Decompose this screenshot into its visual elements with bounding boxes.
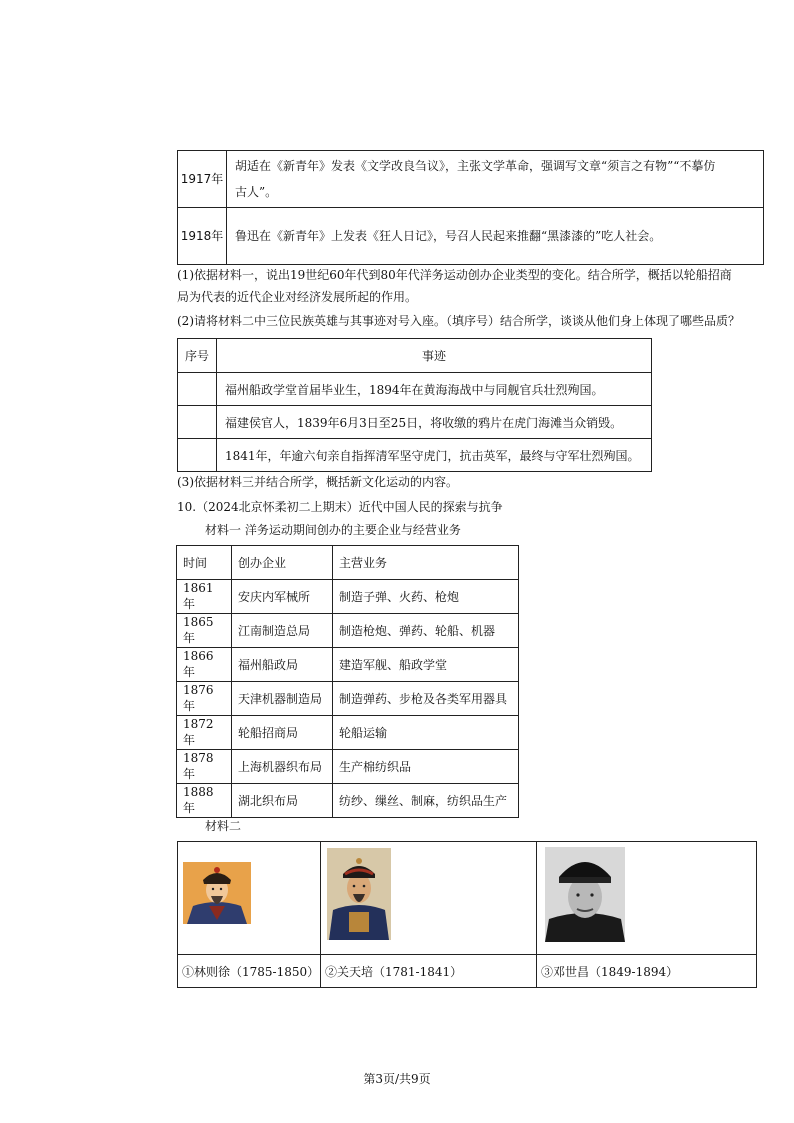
enterprise-table — [176, 545, 519, 818]
year-cell: 1865年 — [177, 614, 232, 648]
year-cell: 1918年 — [178, 208, 227, 265]
lin-zexu-portrait — [183, 862, 251, 924]
year-cell: 1866年 — [177, 648, 232, 682]
enterprise-cell: 江南制造总局 — [232, 614, 333, 648]
table-row — [177, 580, 519, 614]
question-1 — [177, 264, 777, 308]
answer-cell[interactable] — [178, 406, 217, 439]
header-cell: 事迹 — [217, 339, 652, 373]
table-row — [177, 614, 519, 648]
question-2: (2)请将材料二中三位民族英雄与其事迹对号入座。（填序号）结合所学，谈谈从他们身上体现了哪些品质？ — [177, 314, 741, 328]
portrait-caption: ①林则徐（1785-1850） — [178, 955, 321, 988]
table-row — [178, 373, 652, 406]
event-text: 胡适在《新青年》发表《文学改良刍议》，主张文学革命，强调写文章“须言之有物”“不摹仿 — [235, 159, 716, 173]
question-1-line: (1)依据材料一，说出19世纪60年代到80年代洋务运动创办企业类型的变化。结合所学，概括以轮船招商 — [177, 268, 732, 282]
business-cell: 建造军舰、船政学堂 — [333, 648, 519, 682]
business-cell: 制造弹药、步枪及各类军用器具 — [333, 682, 519, 716]
enterprise-cell: 轮船招商局 — [232, 716, 333, 750]
answer-cell[interactable] — [178, 373, 217, 406]
header-cell: 主营业务 — [333, 546, 519, 580]
material-2-title: 材料二 — [205, 819, 242, 833]
table-row — [177, 750, 519, 784]
event-text: 鲁迅在《新青年》上发表《狂人日记》，号召人民起来推翻“黑漆漆的”吃人社会。 — [235, 229, 662, 243]
portrait-caption: ②关天培（1781-1841） — [321, 955, 537, 988]
table-row — [177, 648, 519, 682]
event-cell: 1841年，年逾六旬亲自指挥清军坚守虎门，抗击英军，最终与守军壮烈殉国。 — [217, 439, 652, 472]
enterprise-cell: 安庆内军械所 — [232, 580, 333, 614]
business-cell: 制造子弹、火药、枪炮 — [333, 580, 519, 614]
header-cell: 时间 — [177, 546, 232, 580]
deng-shichang-portrait — [545, 847, 625, 942]
material-1-title: 材料一 洋务运动期间创办的主要企业与经营业务 — [205, 523, 461, 537]
header-cell: 序号 — [178, 339, 217, 373]
year-cell: 1861年 — [177, 580, 232, 614]
table-row — [177, 682, 519, 716]
year-cell: 1872年 — [177, 716, 232, 750]
enterprise-cell: 湖北织布局 — [232, 784, 333, 818]
question-1-line: 局为代表的近代企业对经济发展所起的作用。 — [177, 290, 418, 304]
year-cell: 1888年 — [177, 784, 232, 818]
event-cell: 福建侯官人，1839年6月3日至25日，将收缴的鸦片在虎门海滩当众销毁。 — [217, 406, 652, 439]
portrait-caption: ③邓世昌（1849-1894） — [537, 955, 757, 988]
business-cell: 轮船运输 — [333, 716, 519, 750]
enterprise-cell: 上海机器织布局 — [232, 750, 333, 784]
event-cell — [227, 151, 764, 208]
table-row — [178, 439, 652, 472]
guan-tianpei-portrait — [327, 848, 391, 940]
header-cell: 创办企业 — [232, 546, 333, 580]
question-3: (3)依据材料三并结合所学，概括新文化运动的内容。 — [177, 475, 459, 489]
new-culture-table — [177, 150, 764, 265]
event-cell: 福州船政学堂首届毕业生，1894年在黄海海战中与同舰官兵壮烈殉国。 — [217, 373, 652, 406]
table-row — [177, 716, 519, 750]
page-number: 第3页/共9页 — [363, 1072, 431, 1086]
enterprise-cell: 天津机器制造局 — [232, 682, 333, 716]
event-cell — [227, 208, 764, 265]
table-row — [178, 406, 652, 439]
section-title: 10.（2024北京怀柔初二上期末）近代中国人民的探索与抗争 — [177, 500, 503, 514]
year-cell: 1876年 — [177, 682, 232, 716]
enterprise-cell: 福州船政局 — [232, 648, 333, 682]
table-row — [177, 784, 519, 818]
event-text: 古人”。 — [235, 185, 278, 199]
answer-cell[interactable] — [178, 439, 217, 472]
hero-match-table — [177, 338, 652, 472]
business-cell: 制造枪炮、弹药、轮船、机器 — [333, 614, 519, 648]
year-cell: 1917年 — [178, 151, 227, 208]
business-cell: 生产棉纺织品 — [333, 750, 519, 784]
portraits-table — [177, 841, 757, 988]
year-cell: 1878年 — [177, 750, 232, 784]
business-cell: 纺纱、缫丝、制麻，纺织品生产 — [333, 784, 519, 818]
